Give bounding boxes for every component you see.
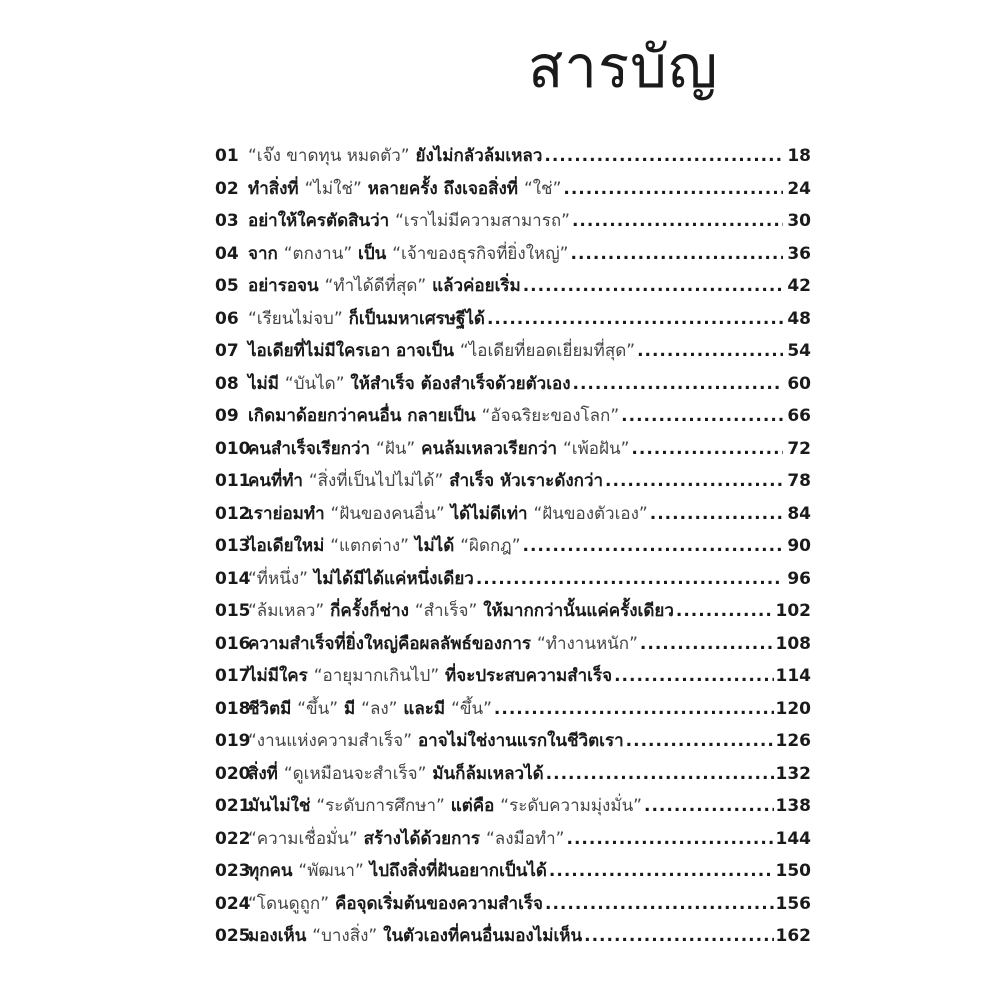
chapter-number: 08 (215, 373, 239, 394)
dot-leader (676, 595, 774, 628)
page-number: 138 (775, 796, 811, 816)
page-number: 120 (775, 698, 811, 719)
title-text: คนที่ทำ (248, 471, 309, 491)
title-text: ทุกคน (248, 861, 299, 881)
page-number: 96 (787, 568, 811, 589)
toc-entry (215, 465, 811, 498)
dot-leader (644, 790, 774, 823)
chapter-number: 02 (215, 178, 239, 199)
title-text: จาก (248, 243, 284, 264)
title-text: อาจไม่ใช่งานแรกในชีวิตเรา (412, 731, 624, 751)
title-text: มันไม่ใช่ (248, 796, 317, 816)
toc-entry (215, 595, 811, 628)
page-number: 144 (775, 828, 811, 849)
page-number: 30 (787, 211, 811, 231)
page-number: 54 (787, 341, 811, 361)
chapter-title (248, 205, 570, 238)
dot-leader (573, 368, 783, 401)
dot-leader (546, 758, 774, 791)
page-number: 126 (775, 731, 811, 751)
quoted-phrase: “สำเร็จ” (414, 601, 478, 621)
page-number: 102 (775, 601, 811, 621)
quoted-phrase: “ล้มเหลว” (248, 601, 325, 621)
chapter-title (248, 465, 603, 498)
title-text: ทำสิ่งที่ (248, 178, 305, 199)
dot-leader (494, 693, 774, 726)
title-text: สร้างได้ด้วยการ (357, 828, 486, 849)
toc-entry (215, 433, 811, 466)
dot-leader (614, 660, 773, 693)
chapter-title (248, 693, 492, 726)
toc-entry (215, 238, 811, 271)
title-text: ไม่มี (248, 373, 285, 394)
page-number: 78 (787, 471, 811, 491)
page-number: 162 (775, 926, 811, 946)
toc-entry (215, 725, 811, 758)
quoted-phrase: “ที่หนึ่ง” (248, 568, 308, 589)
title-text: หลายครั้ง ถึงเจอสิ่งที่ (361, 178, 524, 199)
page-number: 42 (787, 276, 811, 296)
title-text: คนล้มเหลวเรียกว่า (415, 438, 563, 459)
toc-entry (215, 758, 811, 791)
chapter-title (248, 758, 544, 791)
title-text: มองเห็น (248, 926, 313, 946)
toc-entry (215, 400, 811, 433)
page-number: 48 (787, 308, 811, 329)
quoted-phrase: “สิ่งที่เป็นไปไม่ได้” (308, 471, 444, 491)
chapter-title (248, 303, 485, 336)
title-text: ไอเดียที่ไม่มีใครเอา อาจเป็น (248, 341, 460, 361)
title-text: ในตัวเองที่คนอื่นมองไม่เห็น (377, 926, 583, 946)
chapter-title (248, 238, 569, 271)
quoted-phrase: “บางสิ่ง” (312, 926, 378, 946)
toc-entry (215, 140, 811, 173)
title-text: ก็เป็นมหาเศรษฐีได้ (342, 308, 485, 329)
quoted-phrase: “ลง” (361, 698, 398, 719)
quoted-phrase: “ไอเดียที่ยอดเยี่ยมที่สุด” (459, 341, 636, 361)
title-text: คนสำเร็จเรียกว่า (248, 438, 377, 459)
quoted-phrase: “เพ้อฝัน” (562, 438, 630, 459)
dot-leader (640, 628, 774, 661)
chapter-number: 04 (215, 243, 239, 264)
quoted-phrase: “เจ้าของธุรกิจที่ยิ่งใหญ่” (392, 243, 569, 264)
page-number: 24 (787, 178, 811, 199)
chapter-title (248, 270, 521, 303)
chapter-number: 017 (215, 666, 251, 686)
title-text: ยังไม่กลัวล้มเหลว (409, 146, 543, 166)
toc-entry (215, 498, 811, 531)
toc-entry (215, 270, 811, 303)
page-number: 90 (787, 536, 811, 556)
title-text: แล้วค่อยเริ่ม (426, 276, 521, 296)
title-text: กี่ครั้งก็ช่าง (324, 601, 415, 621)
title-text: ไม่ได้มีได้แค่หนึ่งเดียว (307, 568, 474, 589)
chapter-number: 011 (215, 471, 251, 491)
chapter-number: 014 (215, 568, 251, 589)
chapter-title (248, 173, 561, 206)
dot-leader (487, 303, 783, 336)
quoted-phrase: “ลงมือทำ” (485, 828, 565, 849)
dot-leader (523, 270, 783, 303)
chapter-title (248, 790, 642, 823)
toc-entry (215, 205, 811, 238)
title-text: คือจุดเริ่มต้นของความสำเร็จ (329, 893, 543, 914)
chapter-title (248, 920, 582, 953)
quoted-phrase: “อัจฉริยะของโลก” (481, 406, 620, 426)
toc-list (215, 140, 811, 953)
page-number: 156 (775, 893, 811, 914)
title-text: ที่จะประสบความสำเร็จ (439, 666, 613, 686)
page-number: 66 (787, 406, 811, 426)
page-number: 60 (787, 373, 811, 394)
title-text: และมี (397, 698, 452, 719)
toc-entry (215, 920, 811, 953)
quoted-phrase: “อายุมากเกินไป” (313, 666, 440, 686)
quoted-phrase: “ดูเหมือนจะสำเร็จ” (283, 763, 427, 784)
chapter-title (248, 530, 521, 563)
chapter-title (248, 368, 571, 401)
title-text: อย่ารอจน (248, 276, 325, 296)
quoted-phrase: “ฝัน” (376, 438, 416, 459)
quoted-phrase: “ทำงานหนัก” (536, 633, 638, 654)
quoted-phrase: “งานแห่งความสำเร็จ” (248, 731, 413, 751)
title-text: แต่คือ (444, 796, 501, 816)
title-text: ความสำเร็จที่ยิ่งใหญ่คือผลลัพธ์ของการ (248, 633, 537, 654)
dot-leader (621, 400, 783, 433)
toc-entry (215, 790, 811, 823)
chapter-title (248, 595, 674, 628)
title-text: มี (338, 698, 362, 719)
quoted-phrase: “ผิดกฎ” (460, 536, 521, 556)
title-text: เราย่อมทำ (248, 503, 331, 524)
quoted-phrase: “เราไม่มีความสามารถ” (395, 211, 570, 231)
dot-leader (566, 823, 773, 856)
chapter-number: 03 (215, 211, 239, 231)
page-number: 18 (787, 146, 811, 166)
page-number: 108 (775, 633, 811, 654)
chapter-title (248, 335, 635, 368)
title-text: ได้ไม่ดีเท่า (444, 503, 534, 524)
page-number: 132 (775, 763, 811, 784)
quoted-phrase: “ขึ้น” (297, 698, 339, 719)
toc-entry (215, 303, 811, 336)
toc-entry (215, 335, 811, 368)
dot-leader (545, 888, 774, 921)
dot-leader (631, 433, 783, 466)
chapter-title (248, 433, 629, 466)
chapter-number: 021 (215, 796, 251, 816)
page-number: 114 (775, 666, 811, 686)
quoted-phrase: “ไม่ใช่” (304, 178, 362, 199)
chapter-number: 07 (215, 341, 239, 361)
dot-leader (549, 855, 774, 888)
quoted-phrase: “ระดับความมุ่งมั่น” (500, 796, 642, 816)
chapter-number: 06 (215, 308, 239, 329)
toc-entry (215, 888, 811, 921)
quoted-phrase: “ความเชื่อมั่น” (248, 828, 358, 849)
toc-entry (215, 628, 811, 661)
title-text: ให้สำเร็จ ต้องสำเร็จด้วยตัวเอง (344, 373, 571, 394)
chapter-number: 01 (215, 146, 239, 166)
chapter-title (248, 855, 547, 888)
chapter-number: 010 (215, 438, 251, 459)
chapter-number: 018 (215, 698, 251, 719)
page-number: 36 (787, 243, 811, 264)
dot-leader (637, 335, 783, 368)
page-number: 84 (787, 503, 811, 524)
chapter-number: 023 (215, 861, 251, 881)
quoted-phrase: “บันได” (284, 373, 345, 394)
dot-leader (571, 238, 784, 271)
quoted-phrase: “โดนดูถูก” (248, 893, 330, 914)
chapter-number: 013 (215, 536, 251, 556)
title-text: ไม่ได้ (409, 536, 461, 556)
title-text: อย่าให้ใครตัดสินว่า (248, 211, 396, 231)
title-text: ไม่มีใคร (248, 666, 314, 686)
quoted-phrase: “พัฒนา” (298, 861, 364, 881)
title-text: ชีวิตมี (248, 698, 298, 719)
quoted-phrase: “ขึ้น” (451, 698, 492, 719)
chapter-number: 022 (215, 828, 251, 849)
dot-leader (584, 920, 773, 953)
quoted-phrase: “ทำได้ดีที่สุด” (324, 276, 427, 296)
chapter-title (248, 823, 564, 856)
quoted-phrase: “ระดับการศึกษา” (316, 796, 445, 816)
dot-leader (650, 498, 783, 531)
title-text: ไอเดียใหม่ (248, 536, 331, 556)
title-text: ให้มากกว่านั้นแค่ครั้งเดียว (477, 601, 674, 621)
quoted-phrase: “ตกงาน” (283, 243, 353, 264)
chapter-title (248, 563, 474, 596)
chapter-number: 025 (215, 926, 251, 946)
quoted-phrase: “แตกต่าง” (330, 536, 409, 556)
toc-entry (215, 563, 811, 596)
dot-leader (544, 140, 783, 173)
title-text: มันก็ล้มเหลวได้ (426, 763, 544, 784)
toc-entry (215, 530, 811, 563)
toc-entry (215, 660, 811, 693)
chapter-number: 016 (215, 633, 251, 654)
toc-entry (215, 368, 811, 401)
chapter-number: 020 (215, 763, 251, 784)
title-text: ไปถึงสิ่งที่ฝันอยากเป็นได้ (363, 861, 547, 881)
dot-leader (626, 725, 774, 758)
quoted-phrase: “ฝันของคนอื่น” (330, 503, 445, 524)
chapter-title (248, 725, 624, 758)
chapter-title (248, 660, 612, 693)
title-text: สำเร็จ หัวเราะดังกว่า (443, 471, 604, 491)
quoted-phrase: “เรียนไม่จบ” (248, 308, 343, 329)
quoted-phrase: “เจ๊ง ขาดทุน หมดตัว” (248, 146, 410, 166)
title-text: เกิดมาด้อยกว่าคนอื่น กลายเป็น (248, 406, 482, 426)
chapter-number: 015 (215, 601, 251, 621)
dot-leader (523, 530, 783, 563)
page-title: สารบัญ (528, 33, 719, 101)
title-text: เป็น (352, 243, 393, 264)
page-number: 150 (775, 861, 811, 881)
toc-entry (215, 173, 811, 206)
chapter-number: 05 (215, 276, 239, 296)
chapter-title (248, 400, 619, 433)
chapter-number: 019 (215, 731, 251, 751)
quoted-phrase: “ฝันของตัวเอง” (533, 503, 648, 524)
toc-entry (215, 823, 811, 856)
chapter-title (248, 140, 542, 173)
chapter-number: 024 (215, 893, 251, 914)
toc-entry (215, 693, 811, 726)
chapter-title (248, 888, 543, 921)
chapter-number: 09 (215, 406, 239, 426)
quoted-phrase: “ใช่” (523, 178, 562, 199)
chapter-title (248, 498, 648, 531)
chapter-number: 012 (215, 503, 251, 524)
page-number: 72 (787, 438, 811, 459)
title-text: สิ่งที่ (248, 763, 284, 784)
dot-leader (563, 173, 783, 206)
chapter-title (248, 628, 638, 661)
toc-entry (215, 855, 811, 888)
dot-leader (605, 465, 783, 498)
dot-leader (476, 563, 783, 596)
dot-leader (572, 205, 783, 238)
